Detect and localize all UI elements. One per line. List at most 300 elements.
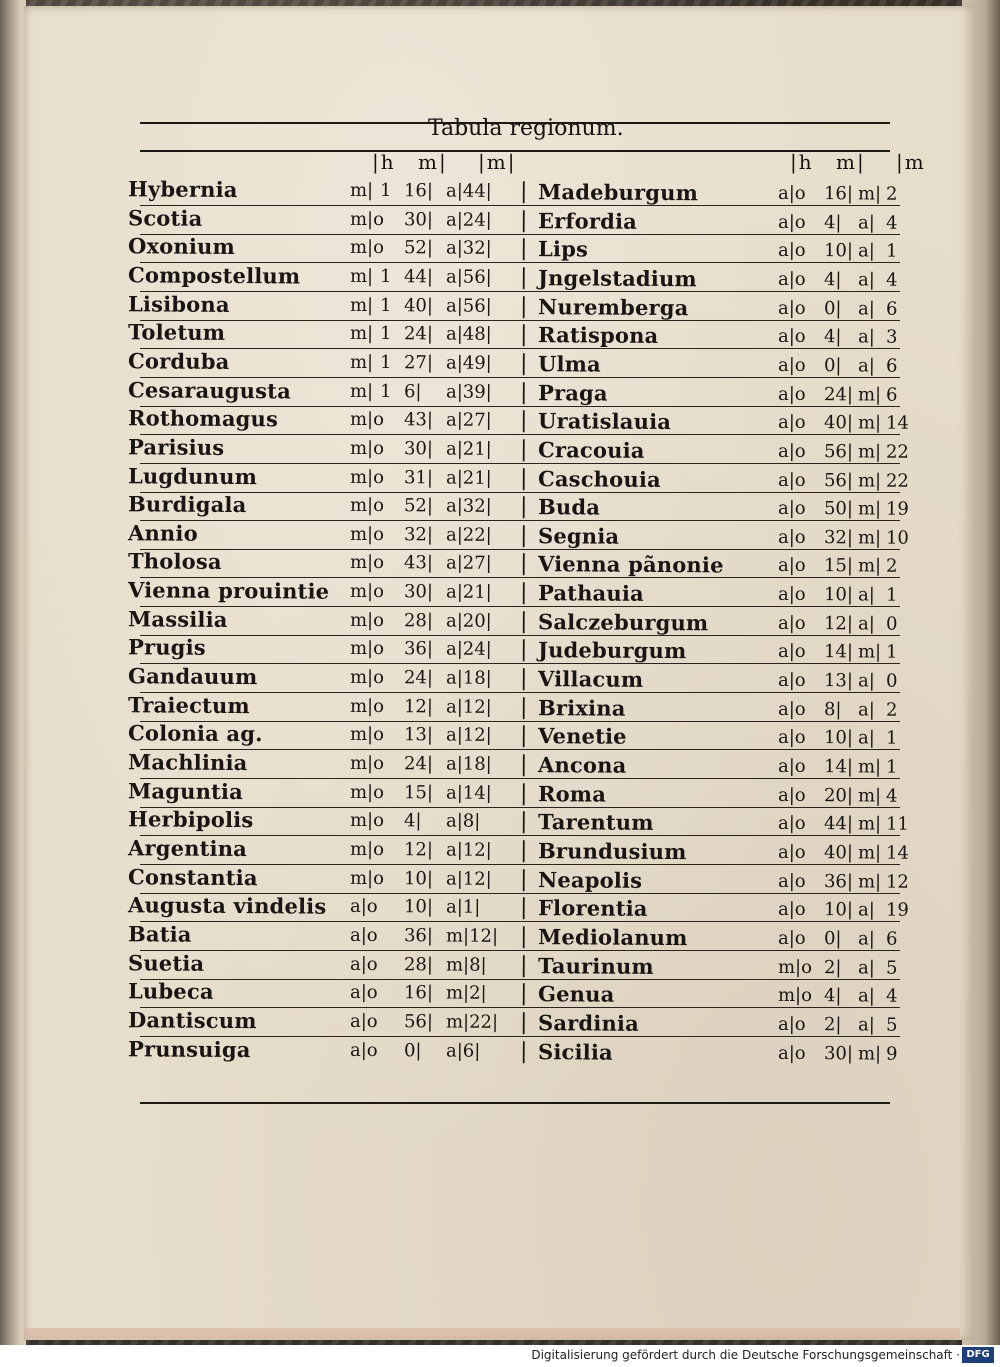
degree-value: 9 bbox=[885, 1043, 898, 1065]
region-name: Prunsuiga bbox=[127, 1036, 251, 1063]
minute-value: 12| bbox=[823, 613, 854, 635]
direction-mark: a| bbox=[857, 1014, 875, 1036]
degree-value: 0 bbox=[885, 670, 898, 692]
minute-value: 10| bbox=[823, 240, 854, 262]
region-name: Batia bbox=[127, 921, 192, 947]
table-row bbox=[128, 977, 908, 1010]
header-h: |h bbox=[790, 150, 814, 174]
minute-value: 14| bbox=[823, 756, 854, 778]
hemisphere-mark: m|o bbox=[349, 408, 385, 431]
minute-value: 0| bbox=[823, 355, 842, 377]
hemisphere-mark: m|o bbox=[349, 752, 385, 775]
column-divider: | bbox=[519, 523, 528, 549]
bottom-rule bbox=[140, 1102, 890, 1104]
hemisphere-mark: m|o bbox=[349, 523, 385, 546]
direction-mark: m| bbox=[857, 527, 882, 549]
minute-value: 12| bbox=[403, 839, 434, 861]
degree-value: 14 bbox=[885, 412, 909, 434]
latitude-value: a|6| bbox=[445, 1040, 481, 1062]
minute-value: 40| bbox=[823, 842, 854, 864]
latitude-value: a|21| bbox=[445, 467, 492, 489]
hemisphere-mark: m|o bbox=[349, 809, 385, 832]
minute-value: 16| bbox=[403, 982, 434, 1004]
region-name: Burdigala bbox=[127, 491, 247, 518]
minute-value: 2| bbox=[823, 1014, 842, 1036]
minute-value: 36| bbox=[403, 925, 434, 947]
latitude-value: a|49| bbox=[445, 352, 492, 374]
minute-value: 10| bbox=[403, 896, 434, 918]
region-name: Brixina bbox=[537, 695, 626, 721]
degree-value: 2 bbox=[885, 555, 898, 577]
hemisphere-mark: a|o bbox=[777, 239, 806, 262]
table-row bbox=[128, 633, 908, 666]
column-divider: | bbox=[519, 494, 528, 520]
hemisphere-mark: a|o bbox=[777, 898, 806, 921]
direction-mark: a| bbox=[857, 670, 875, 692]
direction-mark: a| bbox=[857, 928, 875, 950]
minute-value: 56| bbox=[823, 470, 854, 492]
column-divider: | bbox=[519, 981, 528, 1007]
hemisphere-mark: a|o bbox=[777, 784, 806, 807]
table-row bbox=[128, 920, 908, 953]
direction-mark: a| bbox=[857, 298, 875, 320]
direction-mark: a| bbox=[857, 957, 875, 979]
column-divider: | bbox=[519, 380, 528, 406]
degree-value: 22 bbox=[885, 470, 909, 492]
degree-value: 19 bbox=[885, 498, 909, 520]
table-row bbox=[128, 318, 908, 351]
minute-value: 56| bbox=[823, 441, 854, 463]
column-divider: | bbox=[519, 208, 528, 234]
hemisphere-mark: m|o bbox=[777, 984, 813, 1007]
latitude-value: a|1| bbox=[445, 896, 481, 918]
degree-value: 4 bbox=[885, 985, 898, 1007]
table-row bbox=[128, 662, 908, 695]
hemisphere-mark: a|o bbox=[777, 726, 806, 749]
column-divider: | bbox=[519, 294, 528, 320]
minute-value: 24| bbox=[403, 323, 434, 345]
direction-mark: m| bbox=[857, 384, 882, 406]
latitude-value: m|2| bbox=[445, 982, 487, 1004]
minute-value: 16| bbox=[823, 183, 854, 205]
direction-mark: a| bbox=[857, 212, 875, 234]
hemisphere-mark: a|o bbox=[349, 924, 378, 947]
hemisphere-mark: a|o bbox=[777, 640, 806, 663]
minute-value: 43| bbox=[403, 409, 434, 431]
region-name: Lips bbox=[537, 236, 589, 262]
header-m: m| bbox=[417, 150, 448, 174]
column-divider: | bbox=[519, 1010, 528, 1036]
degree-value: 4 bbox=[885, 212, 898, 234]
region-name: Maguntia bbox=[127, 778, 244, 805]
hemisphere-mark: a|o bbox=[777, 497, 806, 520]
hemisphere-mark: m| bbox=[349, 179, 374, 201]
hemisphere-mark: a|o bbox=[349, 895, 378, 918]
region-name: Venetie bbox=[537, 723, 627, 749]
region-name: Scotia bbox=[127, 205, 203, 231]
region-name: Judeburgum bbox=[537, 637, 687, 664]
column-divider: | bbox=[519, 179, 528, 205]
region-name: Herbipolis bbox=[127, 806, 254, 833]
table-row bbox=[128, 1006, 908, 1039]
minute-value: 30| bbox=[403, 438, 434, 460]
header-m: m| bbox=[835, 150, 866, 174]
degree-value: 2 bbox=[885, 699, 898, 721]
direction-mark: m| bbox=[857, 641, 882, 663]
minute-value: 4| bbox=[823, 985, 842, 1007]
region-name: Praga bbox=[537, 380, 608, 406]
region-name: Lisibona bbox=[127, 291, 230, 317]
minute-value: 44| bbox=[403, 266, 434, 288]
hemisphere-mark: a|o bbox=[777, 182, 806, 205]
minute-value: 15| bbox=[823, 555, 854, 577]
minute-value: 24| bbox=[403, 667, 434, 689]
direction-mark: m| bbox=[857, 555, 882, 577]
region-name: Cesaraugusta bbox=[127, 377, 292, 404]
direction-mark: a| bbox=[857, 584, 875, 606]
latitude-value: a|18| bbox=[445, 753, 492, 775]
minute-value: 16| bbox=[403, 180, 434, 202]
minute-value: 4| bbox=[403, 810, 422, 832]
minute-value: 0| bbox=[823, 928, 842, 950]
latitude-value: a|27| bbox=[445, 409, 492, 431]
minute-value: 36| bbox=[823, 871, 854, 893]
header-m2: |m| bbox=[478, 150, 517, 174]
column-divider: | bbox=[519, 809, 528, 835]
hemisphere-mark: m| bbox=[349, 265, 374, 287]
latitude-value: a|12| bbox=[445, 839, 492, 861]
region-name: Salczeburgum bbox=[537, 609, 709, 636]
region-name: Traiectum bbox=[127, 692, 250, 719]
table-row bbox=[128, 547, 908, 580]
minute-value: 32| bbox=[403, 524, 434, 546]
hour-value: 1 bbox=[379, 180, 392, 202]
minute-value: 10| bbox=[823, 584, 854, 606]
degree-value: 19 bbox=[885, 899, 909, 921]
table-row bbox=[128, 891, 908, 924]
column-divider: | bbox=[519, 351, 528, 377]
hemisphere-mark: a|o bbox=[777, 297, 806, 320]
region-name: Annio bbox=[127, 520, 198, 546]
direction-mark: m| bbox=[857, 441, 882, 463]
hemisphere-mark: a|o bbox=[777, 870, 806, 893]
region-name: Tholosa bbox=[127, 548, 222, 574]
degree-value: 6 bbox=[885, 355, 898, 377]
degree-value: 6 bbox=[885, 928, 898, 950]
degree-value: 6 bbox=[885, 384, 898, 406]
degree-value: 1 bbox=[885, 641, 898, 663]
header-m2: |m bbox=[896, 150, 926, 174]
latitude-value: a|12| bbox=[445, 696, 492, 718]
minute-value: 52| bbox=[403, 237, 434, 259]
header-h: |h bbox=[372, 150, 396, 174]
minute-value: 24| bbox=[823, 384, 854, 406]
minute-value: 6| bbox=[403, 381, 422, 403]
minute-value: 30| bbox=[823, 1043, 854, 1065]
hemisphere-mark: a|o bbox=[777, 669, 806, 692]
minute-value: 15| bbox=[403, 782, 434, 804]
region-name: Oxonium bbox=[127, 233, 236, 260]
column-divider: | bbox=[519, 953, 528, 979]
degree-value: 1 bbox=[885, 727, 898, 749]
hemisphere-mark: m|o bbox=[349, 494, 385, 517]
region-name: Prugis bbox=[127, 634, 206, 660]
column-divider: | bbox=[519, 609, 528, 635]
dfg-logo: DFG bbox=[962, 1347, 994, 1363]
hemisphere-mark: m|o bbox=[349, 466, 385, 489]
hemisphere-mark: m| bbox=[349, 294, 374, 316]
region-name: Gandauum bbox=[127, 663, 258, 690]
column-divider: | bbox=[519, 695, 528, 721]
region-name: Ulma bbox=[537, 351, 602, 377]
region-name: Villacum bbox=[537, 666, 644, 692]
degree-value: 1 bbox=[885, 584, 898, 606]
column-divider: | bbox=[519, 408, 528, 434]
degree-value: 12 bbox=[885, 871, 909, 893]
hemisphere-mark: a|o bbox=[777, 469, 806, 492]
degree-value: 6 bbox=[885, 298, 898, 320]
hemisphere-mark: m|o bbox=[349, 781, 385, 804]
latitude-value: a|12| bbox=[445, 868, 492, 890]
column-divider: | bbox=[519, 867, 528, 893]
region-name: Erfordia bbox=[537, 208, 638, 234]
region-name: Constantia bbox=[127, 864, 258, 891]
direction-mark: m| bbox=[857, 412, 882, 434]
minute-value: 52| bbox=[403, 495, 434, 517]
page-title: Tabula regionum. bbox=[428, 116, 624, 141]
hemisphere-mark: m|o bbox=[777, 956, 813, 979]
region-name: Machlinia bbox=[127, 749, 248, 776]
latitude-value: a|8| bbox=[445, 810, 481, 832]
binding-edge bbox=[0, 0, 26, 1345]
minute-value: 44| bbox=[823, 813, 854, 835]
hour-value: 1 bbox=[379, 352, 392, 374]
table-row bbox=[128, 347, 908, 380]
region-name: Madeburgum bbox=[537, 179, 699, 206]
minute-value: 13| bbox=[403, 724, 434, 746]
hemisphere-mark: m|o bbox=[349, 609, 385, 632]
direction-mark: m| bbox=[857, 470, 882, 492]
hour-value: 1 bbox=[379, 295, 392, 317]
table-row bbox=[128, 261, 908, 294]
region-name: Mediolanum bbox=[537, 924, 688, 951]
hemisphere-mark: a|o bbox=[777, 755, 806, 778]
region-name: Cracouia bbox=[537, 437, 645, 463]
latitude-value: a|24| bbox=[445, 209, 492, 231]
degree-value: 11 bbox=[885, 813, 909, 835]
page-bottom-edge bbox=[24, 1328, 960, 1338]
column-divider: | bbox=[519, 781, 528, 807]
minute-value: 14| bbox=[823, 641, 854, 663]
hemisphere-mark: m|o bbox=[349, 208, 385, 231]
column-divider: | bbox=[519, 924, 528, 950]
region-name: Jngelstadium bbox=[537, 265, 697, 292]
latitude-value: a|18| bbox=[445, 667, 492, 689]
minute-value: 30| bbox=[403, 209, 434, 231]
column-divider: | bbox=[519, 580, 528, 606]
region-name: Florentia bbox=[537, 895, 648, 921]
region-name: Neapolis bbox=[537, 867, 643, 893]
table-row bbox=[128, 175, 908, 208]
region-name: Nuremberga bbox=[537, 294, 689, 321]
region-name: Toletum bbox=[127, 319, 226, 345]
degree-value: 22 bbox=[885, 441, 909, 463]
hemisphere-mark: a|o bbox=[777, 268, 806, 291]
minute-value: 40| bbox=[823, 412, 854, 434]
column-divider: | bbox=[519, 895, 528, 921]
minute-value: 10| bbox=[403, 868, 434, 890]
hour-value: 1 bbox=[379, 323, 392, 345]
column-divider: | bbox=[519, 1039, 528, 1065]
region-name: Rothomagus bbox=[127, 405, 279, 432]
latitude-value: a|39| bbox=[445, 381, 492, 403]
region-name: Massilia bbox=[127, 606, 228, 632]
column-divider: | bbox=[519, 666, 528, 692]
column-divider: | bbox=[519, 466, 528, 492]
direction-mark: m| bbox=[857, 871, 882, 893]
region-name: Corduba bbox=[127, 348, 230, 374]
minute-value: 12| bbox=[403, 696, 434, 718]
hemisphere-mark: a|o bbox=[349, 1039, 378, 1062]
direction-mark: a| bbox=[857, 899, 875, 921]
region-name: Taurinum bbox=[537, 953, 654, 979]
latitude-value: a|22| bbox=[445, 524, 492, 546]
region-name: Argentina bbox=[127, 835, 248, 862]
direction-mark: m| bbox=[857, 498, 882, 520]
minute-value: 0| bbox=[403, 1040, 422, 1062]
degree-value: 1 bbox=[885, 240, 898, 262]
degree-value: 5 bbox=[885, 957, 898, 979]
direction-mark: m| bbox=[857, 842, 882, 864]
minute-value: 20| bbox=[823, 785, 854, 807]
hemisphere-mark: m|o bbox=[349, 637, 385, 660]
degree-value: 4 bbox=[885, 269, 898, 291]
latitude-value: m|8| bbox=[445, 954, 487, 976]
column-divider: | bbox=[519, 637, 528, 663]
latitude-value: a|12| bbox=[445, 724, 492, 746]
region-name: Hybernia bbox=[127, 176, 238, 203]
region-name: Ratispona bbox=[537, 322, 659, 348]
hemisphere-mark: a|o bbox=[777, 1042, 806, 1065]
direction-mark: m| bbox=[857, 183, 882, 205]
table-row bbox=[128, 805, 908, 838]
region-name: Uratislauia bbox=[537, 408, 672, 435]
hemisphere-mark: a|o bbox=[777, 354, 806, 377]
latitude-value: a|48| bbox=[445, 323, 492, 345]
hemisphere-mark: a|o bbox=[777, 927, 806, 950]
region-name: Buda bbox=[537, 494, 601, 520]
right-column-header bbox=[790, 150, 926, 174]
direction-mark: a| bbox=[857, 699, 875, 721]
hemisphere-mark: a|o bbox=[777, 698, 806, 721]
region-name: Dantiscum bbox=[127, 1007, 257, 1034]
minute-value: 8| bbox=[823, 699, 842, 721]
hemisphere-mark: m|o bbox=[349, 580, 385, 603]
degree-value: 14 bbox=[885, 842, 909, 864]
direction-mark: a| bbox=[857, 355, 875, 377]
region-name: Tarentum bbox=[537, 809, 654, 835]
latitude-value: a|24| bbox=[445, 638, 492, 660]
minute-value: 30| bbox=[403, 581, 434, 603]
region-name: Sicilia bbox=[537, 1039, 613, 1065]
latitude-value: a|44| bbox=[445, 180, 492, 202]
direction-mark: a| bbox=[857, 326, 875, 348]
direction-mark: m| bbox=[857, 813, 882, 835]
hemisphere-mark: m|o bbox=[349, 666, 385, 689]
region-name: Compostellum bbox=[127, 262, 301, 289]
region-name: Genua bbox=[537, 981, 615, 1007]
latitude-value: a|56| bbox=[445, 295, 492, 317]
hemisphere-mark: m|o bbox=[349, 437, 385, 460]
region-name: Vienna prouintie bbox=[127, 577, 330, 604]
direction-mark: a| bbox=[857, 727, 875, 749]
latitude-value: a|21| bbox=[445, 438, 492, 460]
minute-value: 10| bbox=[823, 899, 854, 921]
direction-mark: m| bbox=[857, 785, 882, 807]
hemisphere-mark: a|o bbox=[349, 981, 378, 1004]
hemisphere-mark: m|o bbox=[349, 695, 385, 718]
minute-value: 4| bbox=[823, 326, 842, 348]
minute-value: 43| bbox=[403, 552, 434, 574]
latitude-value: a|20| bbox=[445, 610, 492, 632]
hemisphere-mark: a|o bbox=[777, 1013, 806, 1036]
region-name: Suetia bbox=[127, 950, 205, 976]
hemisphere-mark: m|o bbox=[349, 551, 385, 574]
latitude-value: m|12| bbox=[445, 925, 499, 947]
region-name: Vienna pãnonie bbox=[537, 551, 724, 578]
region-name: Ancona bbox=[537, 752, 627, 778]
region-name: Lugdunum bbox=[127, 463, 258, 490]
minute-value: 56| bbox=[403, 1011, 434, 1033]
degree-value: 3 bbox=[885, 326, 898, 348]
table-row bbox=[128, 748, 908, 781]
hemisphere-mark: a|o bbox=[777, 325, 806, 348]
hemisphere-mark: a|o bbox=[777, 841, 806, 864]
hemisphere-mark: a|o bbox=[777, 383, 806, 406]
region-name: Roma bbox=[537, 781, 607, 807]
minute-value: 10| bbox=[823, 727, 854, 749]
hemisphere-mark: m| bbox=[349, 380, 374, 402]
hemisphere-mark: a|o bbox=[349, 953, 378, 976]
column-divider: | bbox=[519, 322, 528, 348]
hemisphere-mark: a|o bbox=[777, 411, 806, 434]
column-divider: | bbox=[519, 723, 528, 749]
column-divider: | bbox=[519, 437, 528, 463]
region-name: Segnia bbox=[537, 523, 620, 549]
minute-value: 40| bbox=[403, 295, 434, 317]
hemisphere-mark: a|o bbox=[777, 440, 806, 463]
minute-value: 4| bbox=[823, 269, 842, 291]
minute-value: 31| bbox=[403, 467, 434, 489]
hemisphere-mark: a|o bbox=[777, 526, 806, 549]
hemisphere-mark: m|o bbox=[349, 723, 385, 746]
hemisphere-mark: m| bbox=[349, 322, 374, 344]
latitude-value: a|32| bbox=[445, 495, 492, 517]
direction-mark: a| bbox=[857, 240, 875, 262]
hour-value: 1 bbox=[379, 266, 392, 288]
region-name: Pathauia bbox=[537, 580, 644, 606]
hemisphere-mark: m| bbox=[349, 351, 374, 373]
table-row bbox=[128, 433, 908, 466]
minute-value: 0| bbox=[823, 298, 842, 320]
left-column-header bbox=[372, 150, 517, 174]
latitude-value: a|27| bbox=[445, 552, 492, 574]
hemisphere-mark: a|o bbox=[777, 612, 806, 635]
minute-value: 2| bbox=[823, 957, 842, 979]
region-name: Sardinia bbox=[537, 1010, 640, 1036]
hemisphere-mark: a|o bbox=[777, 554, 806, 577]
table-row bbox=[128, 719, 908, 752]
